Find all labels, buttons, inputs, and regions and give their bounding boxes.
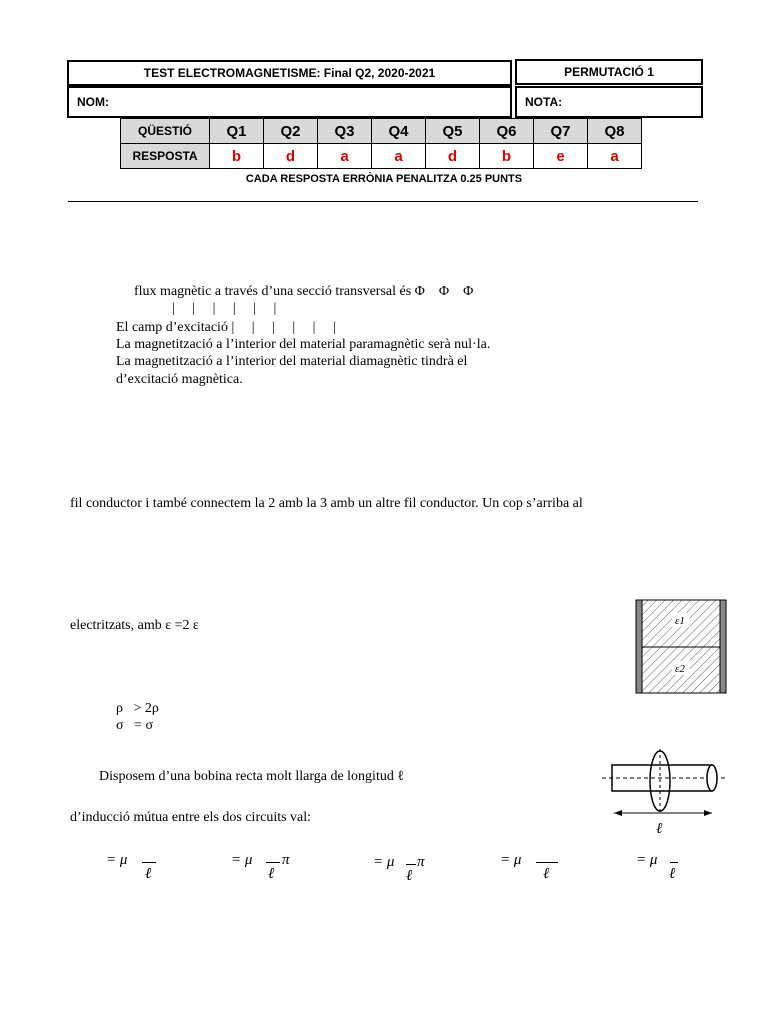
- name-field[interactable]: [67, 86, 512, 118]
- permutation-box: [515, 59, 703, 85]
- formula-2-bottom: ℓ: [268, 866, 275, 882]
- formula-5-bottom: ℓ: [669, 866, 676, 882]
- q1-line-3: El camp d’excitació | | | | | |: [116, 320, 336, 335]
- answer-cell[interactable]: a: [372, 144, 426, 169]
- fraction-bar: [266, 862, 280, 863]
- fraction-bar: [142, 862, 156, 863]
- q1-line-5: La magnetització a l’interior del material diamagnètic tindrà el: [116, 354, 468, 369]
- formula-5-top: = μ: [636, 852, 658, 868]
- q1-line-6: d’excitació magnètica.: [116, 372, 243, 387]
- question-cell: Q1: [210, 119, 264, 144]
- question-cell: Q8: [588, 119, 642, 144]
- q2-line-1: fil conductor i també connectem la 2 amb la 3 amb un altre fil conductor. Un cop s’arriba al: [70, 496, 583, 511]
- penalty-note: CADA RESPOSTA ERRÒNIA PENALITZA 0.25 PUNTS: [245, 173, 523, 185]
- header-title: TEST ELECTROMAGNETISME: Final Q2, 2020-2021: [143, 66, 436, 80]
- question-row-label: QÜESTIÓ: [121, 119, 210, 144]
- name-label: NOM:: [77, 95, 109, 109]
- formula-2-top: = μ: [231, 852, 253, 868]
- question-cell: Q3: [318, 119, 372, 144]
- q3-line-3: σ = σ: [116, 718, 153, 733]
- fraction-bar: [406, 864, 416, 865]
- fraction-bar: [670, 862, 678, 863]
- answer-row-label: RESPOSTA: [121, 144, 210, 169]
- formula-1-bottom: ℓ: [145, 866, 152, 882]
- formula-2-pi: π: [282, 852, 290, 868]
- formula-4-top: = μ: [500, 852, 522, 868]
- dielectric-label-1: ε1: [675, 615, 685, 627]
- answer-cell[interactable]: e: [534, 144, 588, 169]
- formula-3-bottom: ℓ: [406, 868, 413, 884]
- grade-label: NOTA:: [525, 95, 563, 109]
- question-cell: Q6: [480, 119, 534, 144]
- formula-1-top: = μ: [106, 852, 128, 868]
- permutation-label: PERMUTACIÓ 1: [564, 65, 654, 79]
- answer-row: [121, 144, 642, 169]
- header-divider: [68, 201, 698, 202]
- question-cell: Q7: [534, 119, 588, 144]
- q1-line-1: flux magnètic a través d’una secció transversal és Φ Φ Φ: [134, 284, 474, 299]
- q4-line-2: d’inducció mútua entre els dos circuits val:: [70, 810, 312, 825]
- formula-4-bottom: ℓ: [543, 866, 550, 882]
- answer-cell[interactable]: b: [480, 144, 534, 169]
- question-cell: Q2: [264, 119, 318, 144]
- answer-cell[interactable]: b: [210, 144, 264, 169]
- q1-line-4: La magnetització a l’interior del material paramagnètic serà nul·la.: [116, 337, 491, 352]
- question-cell: Q5: [426, 119, 480, 144]
- coil-figure: [600, 745, 730, 840]
- dielectric-label-2: ε2: [675, 663, 685, 675]
- formula-3-top: = μ: [373, 854, 395, 870]
- answer-cell[interactable]: a: [588, 144, 642, 169]
- answer-cell[interactable]: a: [318, 144, 372, 169]
- q3-line-1: electritzats, amb ε =2 ε: [70, 618, 199, 633]
- q1-line-2: | | | | | |: [172, 301, 277, 316]
- coil-length-label: ℓ: [656, 821, 663, 837]
- question-cell: Q4: [372, 119, 426, 144]
- q4-line-1: Disposem d’una bobina recta molt llarga de longitud ℓ: [99, 769, 405, 784]
- question-row: [121, 119, 642, 144]
- header-title-box: [67, 60, 512, 86]
- q3-line-2: ρ > 2ρ: [116, 701, 159, 716]
- capacitor-figure: [634, 597, 730, 697]
- answer-cell[interactable]: d: [264, 144, 318, 169]
- formula-3-pi: π: [417, 854, 425, 870]
- fraction-bar: [536, 862, 558, 863]
- answer-cell[interactable]: d: [426, 144, 480, 169]
- grade-field[interactable]: [515, 86, 703, 118]
- answer-table: [120, 118, 642, 169]
